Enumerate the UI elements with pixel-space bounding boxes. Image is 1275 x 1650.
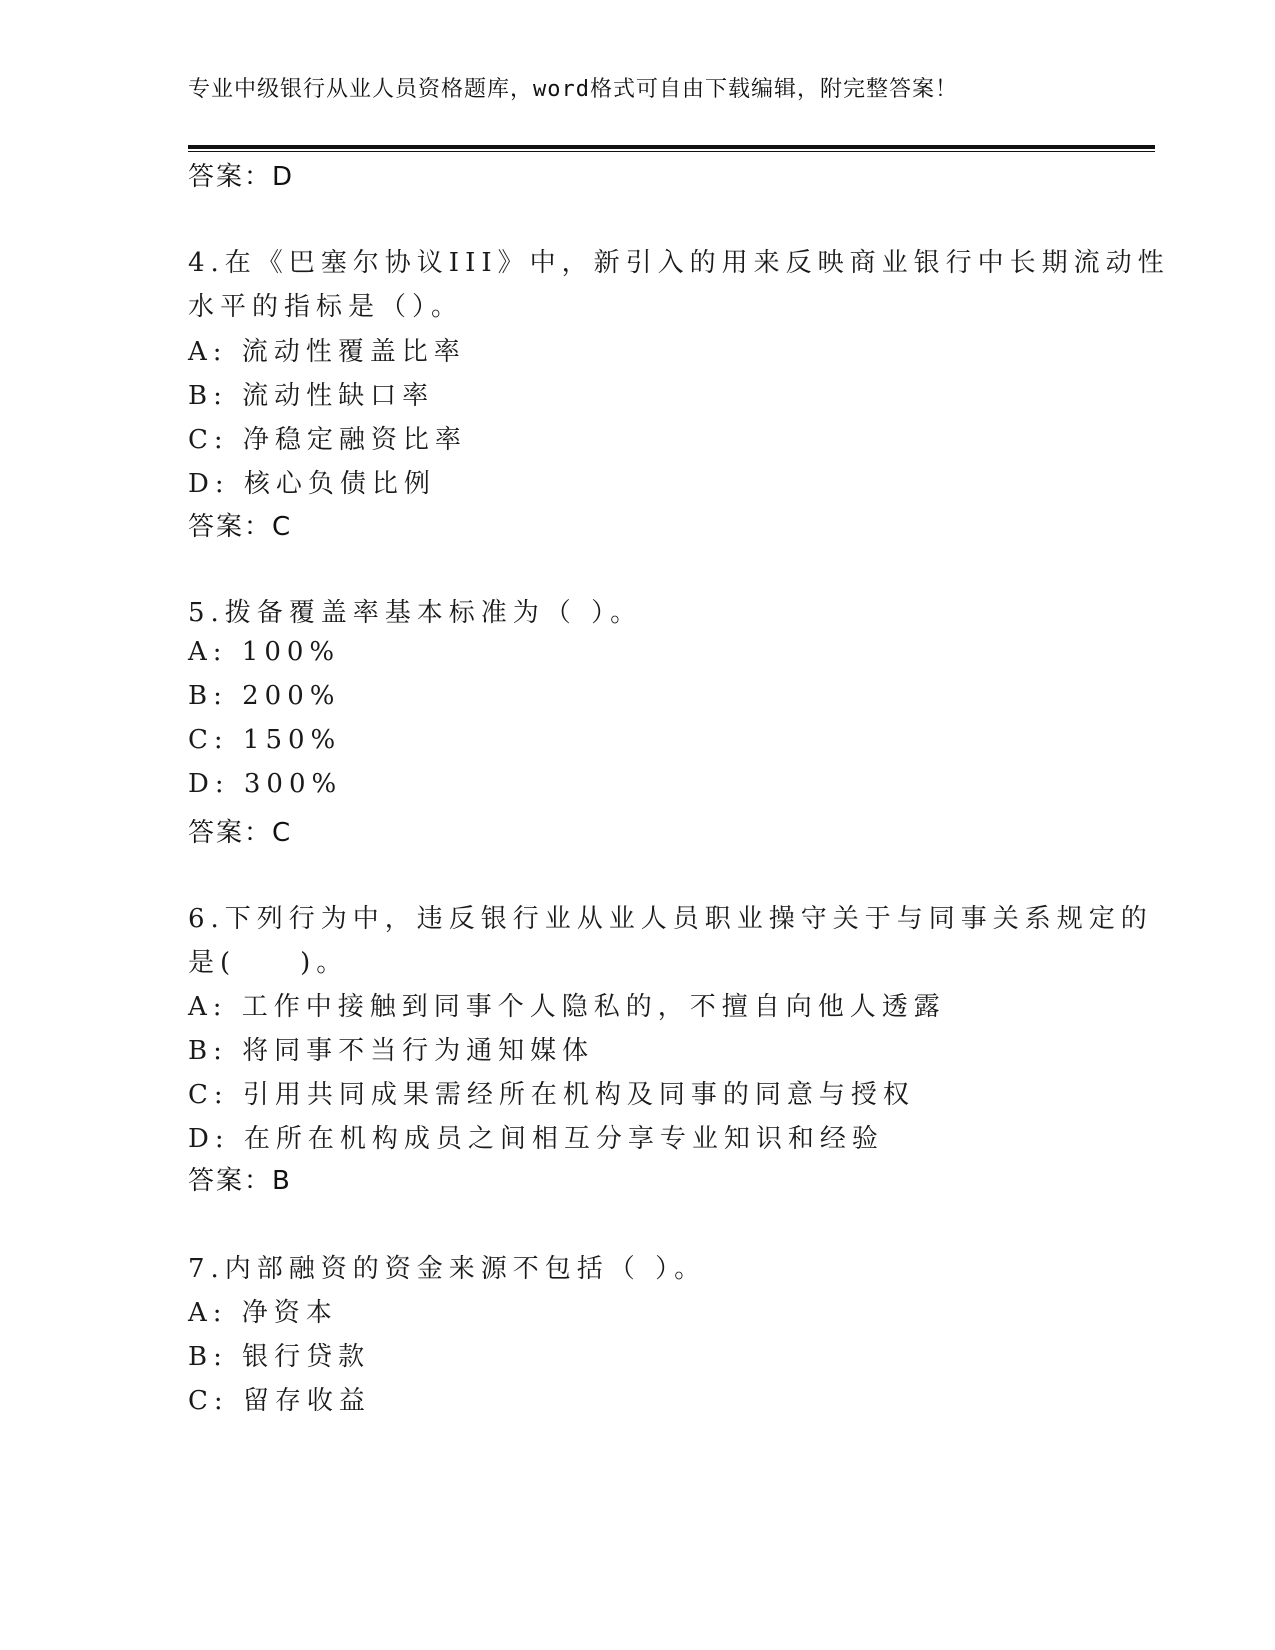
question-5-stem-line1: 5.拨备覆盖率基本标准为（ ）。 [188,598,643,628]
question-7-option-a: A: 净资本 [188,1298,338,1328]
header-rule-thick [188,145,1155,149]
question-7-option-b: B: 银行贷款 [188,1342,371,1372]
question-7-option-c: C: 留存收益 [188,1386,371,1416]
answer-q3: 答案：D [188,162,295,192]
question-4-option-d: D: 核心负债比例 [188,469,436,499]
question-6-option-c: C: 引用共同成果需经所在机构及同事的同意与授权 [188,1080,915,1110]
question-4-option-a: A: 流动性覆盖比率 [188,337,466,367]
answer-q5: 答案：C [188,818,293,848]
question-6-stem-line1: 6.下列行为中，违反银行业从业人员职业操守关于与同事关系规定的 [188,904,1153,934]
question-6-option-a: A: 工作中接触到同事个人隐私的，不擅自向他人透露 [188,992,946,1022]
question-6-option-d: D: 在所在机构成员之间相互分享专业知识和经验 [188,1124,884,1154]
question-5-option-a: A: 100% [188,637,341,667]
question-5-option-c: C: 150% [188,725,342,755]
question-7-stem-line1: 7.内部融资的资金来源不包括（ ）。 [188,1254,707,1284]
question-5-option-d: D: 300% [188,769,343,799]
header-rule-thin [188,151,1155,152]
page-header: 专业中级银行从业人员资格题库，word格式可自由下载编辑，附完整答案！ [188,77,958,102]
question-4-stem-line2: 水平的指标是（）。 [188,292,464,322]
answer-q6: 答案：B [188,1166,292,1196]
question-4-option-c: C: 净稳定融资比率 [188,425,467,455]
question-6-stem-line2: 是( )。 [188,948,349,978]
question-5-option-b: B: 200% [188,681,341,711]
question-4-stem-line1: 4.在《巴塞尔协议III》中，新引入的用来反映商业银行中长期流动性 [188,248,1170,278]
question-6-option-b: B: 将同事不当行为通知媒体 [188,1036,595,1066]
answer-q4: 答案：C [188,512,293,542]
question-4-option-b: B: 流动性缺口率 [188,381,435,411]
